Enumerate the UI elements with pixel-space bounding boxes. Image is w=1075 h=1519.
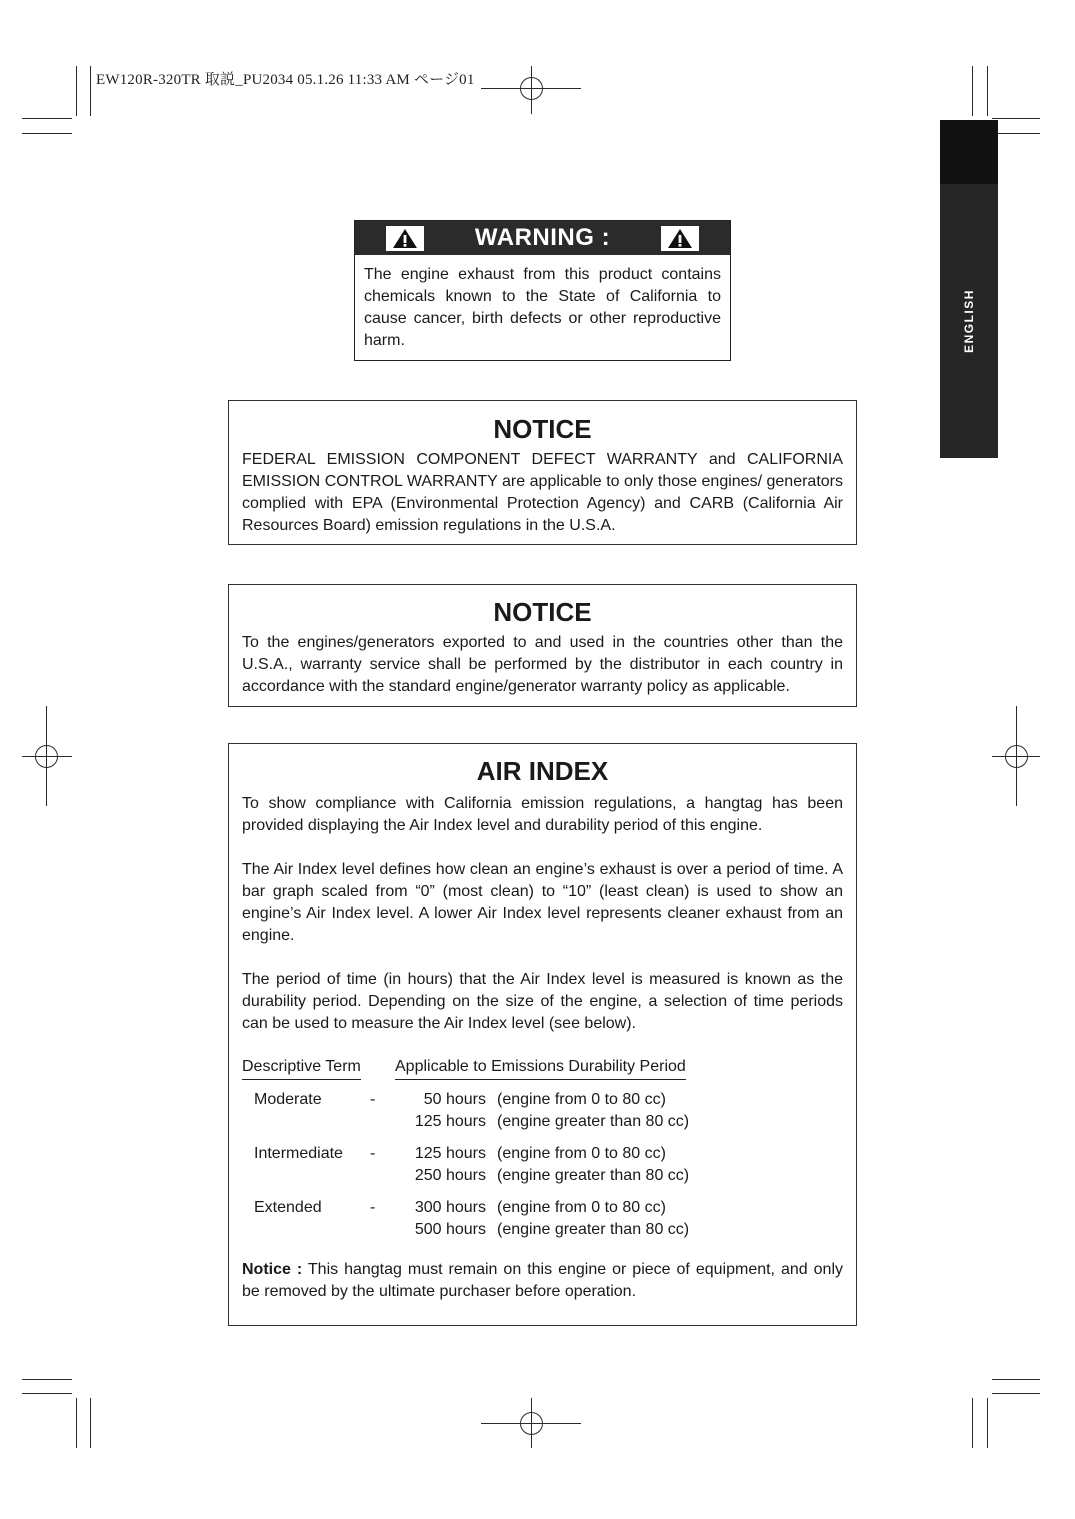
crop-mark-line <box>992 1379 1040 1380</box>
registration-mark-circle <box>1005 745 1028 768</box>
registration-mark-circle <box>35 745 58 768</box>
crop-mark-line <box>90 66 91 116</box>
term-hours: 125 hours <box>414 1145 486 1162</box>
print-header: EW120R-320TR 取説_PU2034 05.1.26 11:33 AM ページ01 <box>96 72 475 88</box>
crop-mark-line <box>90 1398 91 1448</box>
notice-title: NOTICE <box>493 414 592 444</box>
column-header: Applicable to Emissions Durability Period <box>395 1057 686 1080</box>
notice-text: To the engines/generators exported to and used in the countries other than the U.S.A., warranty service shall be performed by the distributor in each country in accordance with the standard engine/generator warranty policy as applicable. <box>242 634 843 695</box>
term-dash: - <box>370 1145 376 1162</box>
registration-mark-circle <box>520 1412 543 1435</box>
term-description: (engine from 0 to 80 cc) <box>497 1145 666 1162</box>
warning-box <box>354 220 731 361</box>
air-index-paragraph: The Air Index level defines how clean an engine’s exhaust is over a period of time. A bar graph scaled from “0” (most clean) to “10” (least clean) is used to show an engine’s Air Index level. A lower Air Index level represents cleaner exhaust from an engine. <box>242 861 843 944</box>
crop-mark-line <box>22 133 72 134</box>
warning-header <box>355 221 730 255</box>
durability-table <box>242 1089 843 1251</box>
crop-mark-line <box>22 118 72 119</box>
term-name: Extended <box>254 1199 322 1216</box>
crop-mark-line <box>987 1398 988 1448</box>
term-hours: 500 hours <box>414 1221 486 1238</box>
notice-text: FEDERAL EMISSION COMPONENT DEFECT WARRANTY and CALIFORNIA EMISSION CONTROL WARRANTY are applicable to only those engines/ generators complied with EPA (Environmental Protection Agency) and CARB (California Air Resources Board) emission regulations in the U.S.A. <box>242 451 843 534</box>
hangtag-notice <box>242 1259 843 1303</box>
term-hours: 50 hours <box>423 1091 486 1108</box>
term-description: (engine from 0 to 80 cc) <box>497 1091 666 1108</box>
table-row <box>242 1089 843 1143</box>
term-description: (engine greater than 80 cc) <box>497 1113 690 1130</box>
air-index-paragraph: To show compliance with California emission regulations, a hangtag has been provided displaying the Air Index level and durability period of this engine. <box>242 795 843 834</box>
warning-title: WARNING : <box>474 224 611 251</box>
table-row <box>242 1197 843 1251</box>
term-description: (engine greater than 80 cc) <box>497 1167 690 1184</box>
warning-triangle-icon <box>661 226 699 251</box>
notice-federal-box <box>228 400 857 545</box>
crop-mark-line <box>992 1393 1040 1394</box>
term-description: (engine greater than 80 cc) <box>497 1221 690 1238</box>
notice-export-box <box>228 584 857 707</box>
crop-mark-line <box>972 1398 973 1448</box>
durability-table-header <box>242 1057 843 1083</box>
hangtag-notice-text: This hangtag must remain on this engine or piece of equipment, and only be removed by the ultimate purchaser before operation. <box>242 1261 843 1300</box>
crop-mark-line <box>22 1393 72 1394</box>
crop-mark-line <box>76 1398 77 1448</box>
term-hours: 125 hours <box>414 1113 486 1130</box>
air-index-box <box>228 743 857 1326</box>
term-name: Moderate <box>254 1091 322 1108</box>
term-description: (engine from 0 to 80 cc) <box>497 1199 666 1216</box>
column-header: Descriptive Term <box>242 1057 361 1080</box>
registration-mark-circle <box>520 77 543 100</box>
crop-mark-line <box>22 1379 72 1380</box>
warning-text: The engine exhaust from this product contains chemicals known to the State of California to cause cancer, birth defects or other reproductive harm. <box>364 266 721 349</box>
air-index-title: AIR INDEX <box>476 756 609 786</box>
crop-mark-line <box>992 118 1040 119</box>
table-row <box>242 1143 843 1197</box>
term-hours: 250 hours <box>414 1167 486 1184</box>
crop-mark-line <box>972 66 973 116</box>
term-dash: - <box>370 1091 376 1108</box>
hangtag-notice-label: Notice : <box>242 1261 303 1278</box>
term-name: Intermediate <box>254 1145 343 1162</box>
air-index-paragraph: The period of time (in hours) that the Air Index level is measured is known as the durability period. Depending on the size of the engine, a selection of time periods can be used to measure the Air Index level (see below). <box>242 971 843 1032</box>
side-tab-label: ENGLISH <box>962 289 976 353</box>
crop-mark-line <box>76 66 77 116</box>
term-hours: 300 hours <box>414 1199 486 1216</box>
crop-mark-line <box>992 133 1040 134</box>
side-tab-top-block <box>940 120 998 184</box>
crop-mark-line <box>987 66 988 116</box>
term-dash: - <box>370 1199 376 1216</box>
notice-title: NOTICE <box>493 597 592 627</box>
